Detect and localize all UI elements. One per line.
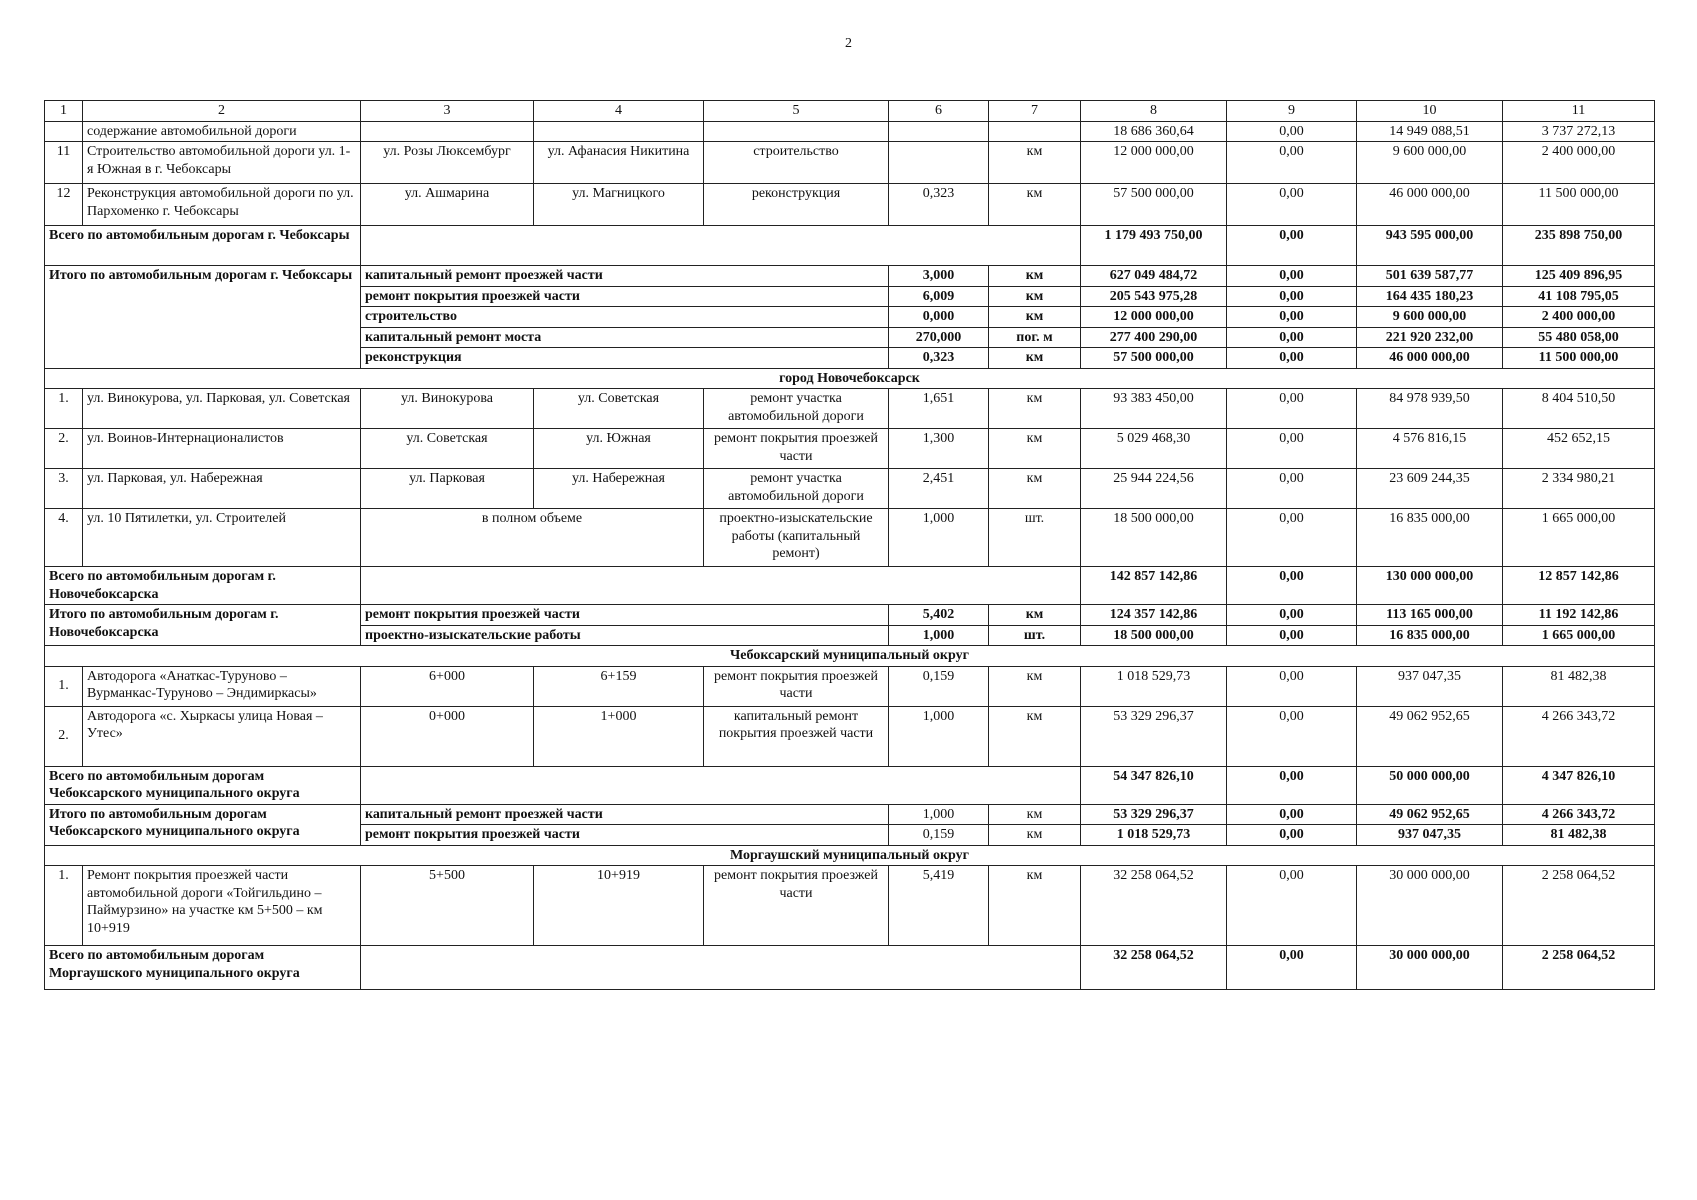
col-header: 8 <box>1081 101 1227 122</box>
itogo-row: проектно-изыскательские работы 1,000 шт. 18 500 000,00 0,00 16 835 000,00 1 665 000,00 <box>45 625 1655 646</box>
table-row: 1. Автодорога «Анаткас-Туруново – Вурманкас-Туруново – Эндимиркасы» 6+000 6+159 ремонт покрытия проезжей части 0,159 км 1 018 529,73 0,00 937 047,35 81 482,38 <box>45 666 1655 706</box>
total-row: Всего по автомобильным дорогам г. Новочебоксарска 142 857 142,86 0,00 130 000 000,00 12 857 142,86 <box>45 567 1655 605</box>
col-header: 6 <box>889 101 989 122</box>
col-header: 9 <box>1227 101 1357 122</box>
section-header: Чебоксарский муниципальный округ <box>45 646 1655 667</box>
col-header: 11 <box>1503 101 1655 122</box>
page-number: 2 <box>845 36 852 51</box>
table-row: 3. ул. Парковая, ул. Набережная ул. Парковая ул. Набережная ремонт участка автомобильной дороги 2,451 км 25 944 224,56 0,00 23 609 244,35 2 334 980,21 <box>45 469 1655 509</box>
table-row: 1. ул. Винокурова, ул. Парковая, ул. Советская ул. Винокурова ул. Советская ремонт участка автомобильной дороги 1,651 км 93 383 450,00 0,00 84 978 939,50 8 404 510,50 <box>45 389 1655 429</box>
col-header: 3 <box>361 101 534 122</box>
itogo-row: строительство 0,000 км 12 000 000,00 0,00 9 600 000,00 2 400 000,00 <box>45 307 1655 328</box>
itogo-row: Итого по автомобильным дорогам г. Чебоксары капитальный ремонт проезжей части 3,000 км 627 049 484,72 0,00 501 639 587,77 125 409 896,95 <box>45 266 1655 287</box>
section-header: Моргаушский муниципальный округ <box>45 845 1655 866</box>
table-row: 12 Реконструкция автомобильной дороги по ул. Пархоменко г. Чебоксары ул. Ашмарина ул. Магницкого реконструкция 0,323 км 57 500 000,00 0,00 46 000 000,00 11 500 000,00 <box>45 184 1655 226</box>
table-row: 2. ул. Воинов-Интернационалистов ул. Советская ул. Южная ремонт покрытия проезжей части 1,300 км 5 029 468,30 0,00 4 576 816,15 452 652,15 <box>45 429 1655 469</box>
total-row: Всего по автомобильным дорогам Чебоксарского муниципального округа 54 347 826,10 0,00 50 000 000,00 4 347 826,10 <box>45 766 1655 804</box>
table-row: 4. ул. 10 Пятилетки, ул. Строителей в полном объеме проектно-изыскательские работы (капитальный ремонт) 1,000 шт. 18 500 000,00 0,00 16 835 000,00 1 665 000,00 <box>45 509 1655 567</box>
table-row: 1. Ремонт покрытия проезжей части автомобильной дороги «Тойгильдино – Паймурзино» на участке км 5+500 – км 10+919 5+500 10+919 ремонт покрытия проезжей части 5,419 км 32 258 064,52 0,00 30 000 000,00 2 258 064,52 <box>45 866 1655 946</box>
col-header: 5 <box>704 101 889 122</box>
itogo-row: Итого по автомобильным дорогам Чебоксарского муниципального округа капитальный ремонт проезжей части 1,000 км 53 329 296,37 0,00 49 062 952,65 4 266 343,72 <box>45 804 1655 825</box>
column-header-row <box>45 101 1655 122</box>
table-row: содержание автомобильной дороги 18 686 360,64 0,00 14 949 088,51 3 737 272,13 <box>45 121 1655 142</box>
col-header: 1 <box>45 101 83 122</box>
total-row: Всего по автомобильным дорогам Моргаушского муниципального округа 32 258 064,52 0,00 30 000 000,00 2 258 064,52 <box>45 946 1655 990</box>
col-header: 7 <box>989 101 1081 122</box>
itogo-row: реконструкция 0,323 км 57 500 000,00 0,00 46 000 000,00 11 500 000,00 <box>45 348 1655 369</box>
itogo-row: Итого по автомобильным дорогам г. Новочебоксарска ремонт покрытия проезжей части 5,402 км 124 357 142,86 0,00 113 165 000,00 11 192 142,86 <box>45 605 1655 626</box>
road-works-table <box>44 100 1655 990</box>
table-row: 2. Автодорога «с. Хыркасы улица Новая – Утес» 0+000 1+000 капитальный ремонт покрытия проезжей части 1,000 км 53 329 296,37 0,00 49 062 952,65 4 266 343,72 <box>45 706 1655 766</box>
itogo-row: ремонт покрытия проезжей части 0,159 км 1 018 529,73 0,00 937 047,35 81 482,38 <box>45 825 1655 846</box>
itogo-row: капитальный ремонт моста 270,000 пог. м 277 400 290,00 0,00 221 920 232,00 55 480 058,00 <box>45 327 1655 348</box>
col-header: 4 <box>534 101 704 122</box>
total-row: Всего по автомобильным дорогам г. Чебоксары 1 179 493 750,00 0,00 943 595 000,00 235 898 750,00 <box>45 226 1655 266</box>
col-header: 2 <box>83 101 361 122</box>
col-header: 10 <box>1357 101 1503 122</box>
section-header: город Новочебоксарск <box>45 368 1655 389</box>
itogo-row: ремонт покрытия проезжей части 6,009 км 205 543 975,28 0,00 164 435 180,23 41 108 795,05 <box>45 286 1655 307</box>
row-name: содержание автомобильной дороги <box>83 121 361 142</box>
table-row: 11 Строительство автомобильной дороги ул. 1-я Южная в г. Чебоксары ул. Розы Люксембург ул. Афанасия Никитина строительство км 12 000 000,00 0,00 9 600 000,00 2 400 000,00 <box>45 142 1655 184</box>
